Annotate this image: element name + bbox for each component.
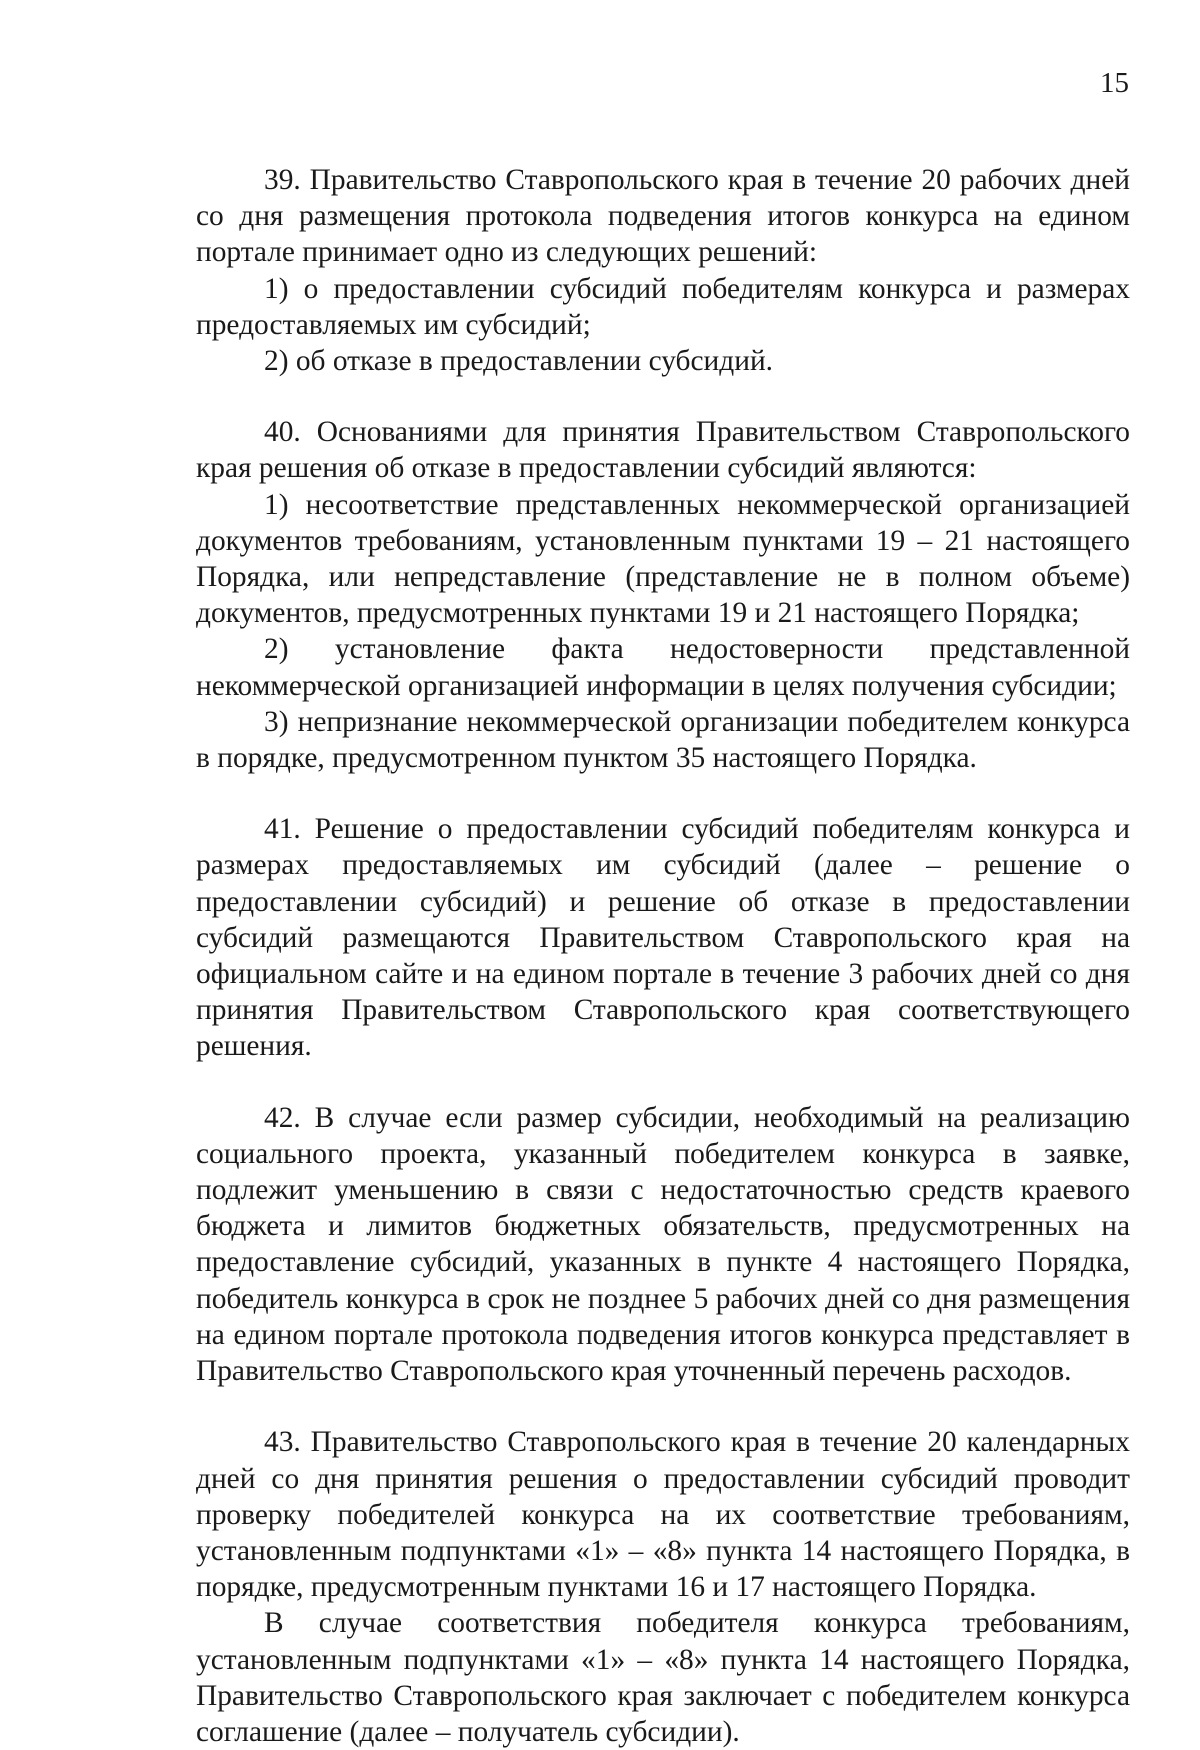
- paragraph-gap: [196, 1065, 1130, 1100]
- paragraph-gap: [196, 379, 1130, 414]
- paragraph-43-continuation: В случае соответствия победителя конкурса требованиям, установленным подпунктами «1» – «8» пункта 14 настоящего Порядка, Правительство Ставропольского края заключает с победителем конкурса соглашение (далее – получатель субсидии).: [196, 1607, 1130, 1748]
- paragraph-41: 41. Решение о предоставлении субсидий победителям конкурса и размерах предоставляемых им субсидий (далее – решение о предоставлении субсидий) и решение об отказе в предоставлении субсидий размещаются Правительством Ставропольского края на официальном сайте и на едином портале в течение 3 рабочих дней со дня принятия Правительством Ставропольского края соответствующего решения.: [196, 813, 1130, 1063]
- paragraph-40: 40. Основаниями для принятия Правительством Ставропольского края решения об отказе в предоставлении субсидий являются:: [196, 416, 1130, 485]
- paragraph-39-item-2: 2) об отказе в предоставлении субсидий.: [264, 345, 774, 378]
- paragraph-40-item-2: 2) установление факта недостоверности представленной некоммерческой организацией информации в целях получения субсидии;: [196, 633, 1130, 702]
- paragraph-40-item-1: 1) несоответствие представленных некоммерческой организацией документов требованиям, установленным пунктами 19 – 21 настоящего Порядка, или непредставление (представление не в полном объеме) документов, предусмотренных пунктами 19 и 21 настоящего Порядка;: [196, 488, 1130, 630]
- document-body: [196, 162, 1130, 1750]
- paragraph-gap: [196, 1389, 1130, 1424]
- paragraph-40-item-3: 3) непризнание некоммерческой организации победителем конкурса в порядке, предусмотренном пунктом 35 настоящего Порядка.: [196, 705, 1130, 775]
- paragraph-gap: [196, 776, 1130, 811]
- paragraph-39-item-1: 1) о предоставлении субсидий победителям конкурса и размерах предоставляемых им субсидий;: [196, 272, 1130, 341]
- page-number: 15: [1100, 67, 1129, 99]
- paragraph-43: 43. Правительство Ставропольского края в течение 20 календарных дней со дня принятия решения о предоставлении субсидий проводит проверку победителей конкурса на их соответствие требованиям, установленным подпунктами «1» – «8» пункта 14 настоящего Порядка, в порядке, предусмотренным пунктами 16 и 17 настоящего Порядка.: [196, 1426, 1130, 1604]
- paragraph-39: 39. Правительство Ставропольского края в течение 20 рабочих дней со дня размещения протокола подведения итогов конкурса на едином портале принимает одно из следующих решений:: [196, 164, 1130, 269]
- paragraph-42: 42. В случае если размер субсидии, необходимый на реализацию социального проекта, указанный победителем конкурса в заявке, подлежит уменьшению в связи с недостаточностью средств краевого бюджета и лимитов бюджетных обязательств, предусмотренных на предоставление субсидий, указанных в пункте 4 настоящего Порядка, победитель конкурса в срок не позднее 5 рабочих дней со дня размещения на едином портале протокола подведения итогов конкурса представляет в Правительство Ставропольского края уточненный перечень расходов.: [196, 1101, 1130, 1388]
